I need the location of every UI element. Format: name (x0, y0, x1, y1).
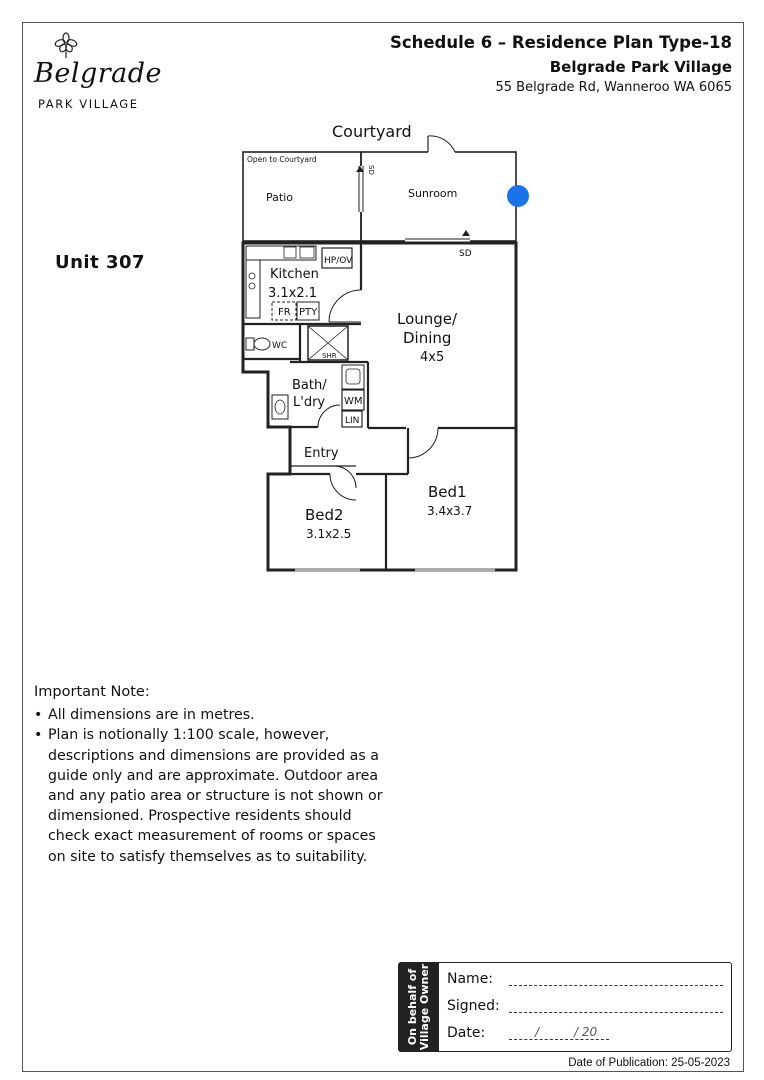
signature-box (398, 962, 732, 1052)
location-marker (507, 185, 529, 207)
washing-machine-label: WM (344, 396, 363, 407)
bed1-dimensions: 3.4x3.7 (427, 504, 473, 518)
note-list (34, 705, 394, 867)
logo-wordmark: Belgrade (34, 58, 163, 89)
name-label: Name: (447, 971, 494, 987)
unit-number: Unit 307 (55, 252, 146, 273)
pantry-label: PTY (299, 307, 318, 318)
linen-label: LIN (345, 416, 360, 426)
laundry-label: L'dry (293, 395, 326, 410)
date-year: / 20 (574, 1025, 598, 1039)
date-field[interactable] (509, 1039, 609, 1040)
bed2-label: Bed2 (305, 506, 344, 524)
courtyard-label: Courtyard (332, 122, 412, 141)
village-address: 55 Belgrade Rd, Wanneroo WA 6065 (495, 80, 732, 95)
wc-label: WC (272, 341, 288, 351)
date-slash: / (535, 1025, 540, 1039)
sd-arrow-icon (462, 230, 470, 236)
hpov-label: HP/OV (324, 256, 353, 266)
note-item: • Plan is notionally 1:100 scale, however, descriptions and dimensions are provided as a guide only and are approximate. Outdoor area and any patio area or structure is not shown or dimensioned. Prospective residents should check exact measurement of rooms or spaces on site to satisfy themselves as to suitability. (46, 725, 394, 866)
side-line-2: Village Owner (418, 963, 431, 1051)
shower-label: SHR (322, 352, 337, 360)
publication-date: Date of Publication: 25-05-2023 (568, 1057, 730, 1069)
dining-label: Dining (403, 329, 452, 347)
logo-subtitle: PARK VILLAGE (38, 97, 139, 111)
lounge-label: Lounge/ (397, 310, 458, 328)
date-label: Date: (447, 1025, 486, 1041)
bed1-label: Bed1 (428, 483, 467, 501)
kitchen-dimensions: 3.1x2.1 (268, 286, 318, 301)
owner-side-label (399, 963, 439, 1051)
name-field[interactable] (509, 985, 723, 986)
schedule-title: Schedule 6 – Residence Plan Type-18 (389, 33, 732, 52)
bath-label: Bath/ (292, 378, 327, 393)
entry-label: Entry (304, 446, 339, 461)
open-to-courtyard-label: Open to Courtyard (247, 155, 317, 164)
sunroom-label: Sunroom (408, 187, 458, 200)
fridge-label: FR (278, 307, 291, 318)
kitchen-label: Kitchen (270, 267, 319, 282)
note-title: Important Note: (34, 684, 150, 700)
patio-label: Patio (266, 191, 293, 204)
signed-label: Signed: (447, 998, 500, 1014)
lounge-dimensions: 4x5 (420, 350, 445, 365)
sunroom-sd-label: SD (459, 249, 472, 259)
bed2-dimensions: 3.1x2.5 (306, 527, 352, 541)
side-line-1: On behalf of (406, 968, 419, 1046)
village-name: Belgrade Park Village (549, 58, 732, 76)
important-note (34, 682, 394, 867)
patio-sd-label: SD (367, 165, 375, 175)
note-item: • All dimensions are in metres. (46, 705, 394, 725)
patio-outline (243, 152, 361, 241)
signed-field[interactable] (509, 1012, 723, 1013)
